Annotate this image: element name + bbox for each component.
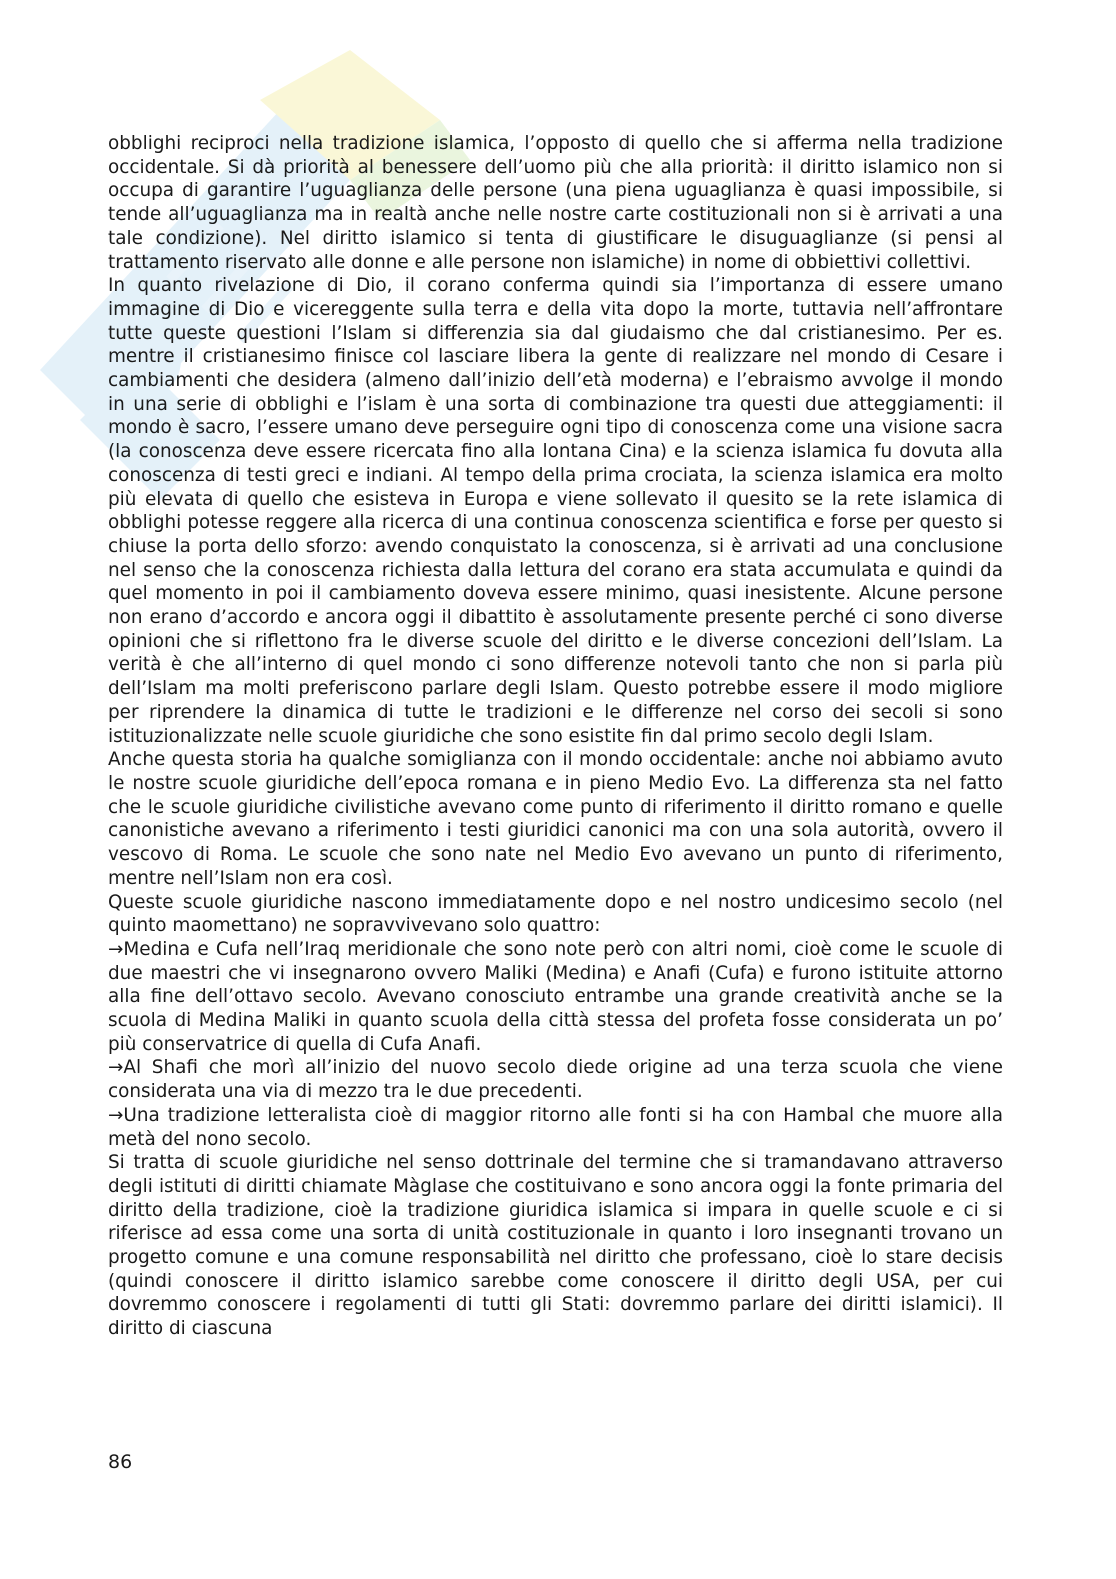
document-body <box>108 132 1003 1341</box>
paragraph-scuole-dottrinali: Si tratta di scuole giuridiche nel senso dottrinale del termine che si tramandavano attraverso degli istituti di diritti chiamate Màglase che costituivano e sono ancora oggi la fonte primaria del diritto della tradizione, cioè la tradizione giuridica islamica si impara in quelle scuole e ci si riferisce ad essa come una sorta di unità costituzionale in quanto i loro insegnanti trovano un progetto comune e una comune responsabilità nel diritto che professano, cioè lo stare decisis (quindi conoscere il diritto islamico sarebbe come conoscere il diritto degli USA, per cui dovremmo conoscere i regolamenti di tutti gli Stati: dovremmo parlare dei diritti islamici). Il diritto di ciascuna <box>108 1152 1003 1340</box>
bullet-text: Una tradizione letteralista cioè di maggior ritorno alle fonti si ha con Hambal che muore alla metà del nono secolo. <box>108 1104 1003 1150</box>
bullet-text: Al Shafi che morì all’inizio del nuovo secolo diede origine ad una terza scuola che viene considerata una via di mezzo tra le due precedenti. <box>108 1057 1003 1103</box>
arrow-right-icon: → <box>108 938 124 960</box>
page-number: 86 <box>108 1451 133 1473</box>
arrow-right-icon: → <box>108 1057 124 1079</box>
bullet-hambal <box>108 1104 1003 1151</box>
paragraph-obblighi: obblighi reciproci nella tradizione islamica, l’opposto di quello che si afferma nella tradizione occidentale. Si dà priorità al benessere dell’uomo più che alla priorità: il diritto islamico non si occupa di garantire l’uguaglianza delle persone (una piena uguaglianza è quasi impossibile, si tende all’uguaglianza ma in realtà anche nelle nostre carte costituzionali non si è arrivati a una tale condizione). Nel diritto islamico si tenta di giustificare le disuguaglianze (si pensi al trattamento riservato alle donne e alle persone non islamiche) in nome di obbiettivi collettivi. <box>108 133 1003 273</box>
paragraph-scuole: Queste scuole giuridiche nascono immediatamente dopo e nel nostro undicesimo secolo (nel quinto maomettano) ne sopravvivevano solo quattro: <box>108 891 1003 937</box>
bullet-al-shafi <box>108 1056 1003 1103</box>
paragraph-storia: Anche questa storia ha qualche somiglianza con il mondo occidentale: anche noi abbiamo avuto le nostre scuole giuridiche dell’epoca romana e in pieno Medio Evo. La differenza sta nel fatto che le scuole giuridiche civilistiche avevano come punto di riferimento il diritto romano e quelle canonistiche avevano a riferimento i testi giuridici canonici ma con una sola autorità, ovvero il vescovo di Roma. Le scuole che sono nate nel Medio Evo avevano un punto di riferimento, mentre nell’Islam non era così. <box>108 749 1003 889</box>
bullet-medina-cufa <box>108 938 1003 1057</box>
paragraph-rivelazione: In quanto rivelazione di Dio, il corano conferma quindi sia l’importanza di essere umano immagine di Dio e vicereggente sulla terra e della vita dopo la morte, tuttavia nell’affrontare tutte queste questioni l’Islam si differenzia sia dal giudaismo che dal cristianesimo. Per es. mentre il cristianesimo finisce col lasciare libera la gente di realizzare nel mondo di Cesare i cambiamenti che desidera (almeno dall’inizio dell’età moderna) e l’ebraismo avvolge il mondo in una serie di obblighi e l’islam è una sorta di combinazione tra questi due atteggiamenti: il mondo è sacro, l’essere umano deve perseguire ogni tipo di conoscenza come una visione sacra (la conoscenza deve essere ricercata fino alla lontana Cina) e la scienza islamica fu dovuta alla conoscenza di testi greci e indiani. Al tempo della prima crociata, la scienza islamica era molto più elevata di quello che esisteva in Europa e viene sollevato il quesito se la rete islamica di obblighi potesse reggere alla ricerca di una continua conoscenza scientifica e forse per questo si chiuse la porta dello sforzo: avendo conquistato la conoscenza, si è arrivati ad una conclusione nel senso che la conoscenza richiesta dalla lettura del corano era stata accumulata e quindi da quel momento in poi il cambiamento doveva essere minimo, quasi inesistente. Alcune persone non erano d’accordo e ancora oggi il dibattito è assolutamente presente perché ci sono diverse opinioni che si riflettono fra le diverse scuole del diritto e le diverse concezioni dell’Islam. La verità è che all’interno di quel mondo ci sono differenze notevoli tanto che non si parla più dell’Islam ma molti preferiscono parlare degli Islam. Questo potrebbe essere il modo migliore per riprendere la dinamica di tutte le tradizioni e le differenze nel corso dei secoli si sono istituzionalizzate nelle scuole giuridiche che sono esistite fin dal primo secolo degli Islam. <box>108 275 1003 747</box>
bullet-text: Medina e Cufa nell’Iraq meridionale che sono note però con altri nomi, cioè come le scuole di due maestri che vi insegnarono ovvero Maliki (Medina) e Anafi (Cufa) e furono istituite attorno alla fine dell’ottavo secolo. Avevano conosciuto entrambe una grande creatività anche se la scuola di Medina Maliki in quanto scuola della città stessa del profeta fosse considerata un po’ più conservatrice di quella di Cufa Anafi. <box>108 938 1003 1055</box>
arrow-right-icon: → <box>108 1104 124 1126</box>
